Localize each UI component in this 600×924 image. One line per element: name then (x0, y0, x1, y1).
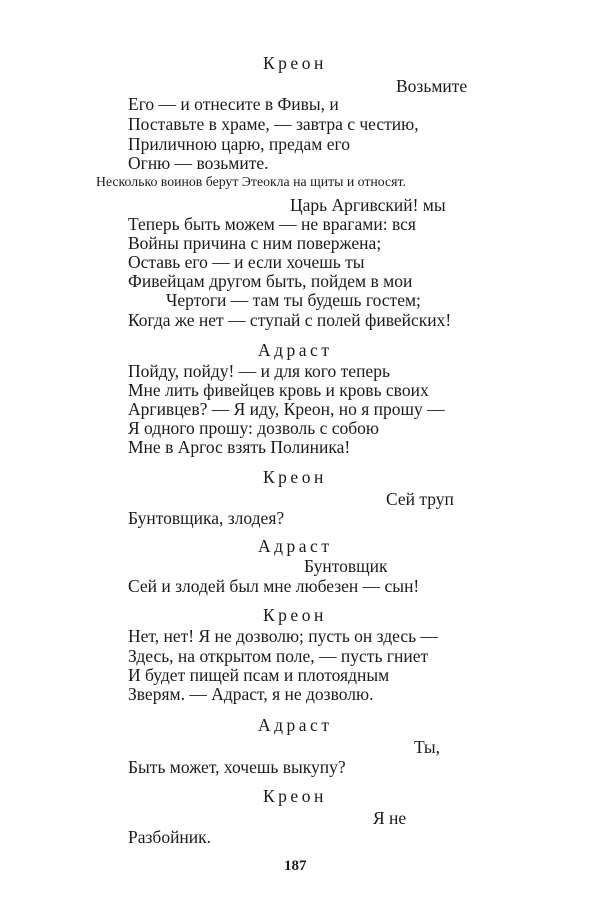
page-number: 187 (284, 858, 307, 874)
verse-line: Бунтовщика, злодея? (128, 508, 285, 528)
speaker-name: Креон (263, 605, 327, 625)
verse-line: Огню — возьмите. (128, 153, 269, 173)
verse-line: Быть может, хочешь выкупу? (128, 757, 346, 777)
verse-line: Пойду, пойду! — и для кого теперь (128, 361, 390, 381)
verse-line: Чертоги — там ты будешь гостем; (166, 290, 421, 310)
verse-line: Зверям. — Адраст, я не дозволю. (128, 684, 374, 704)
verse-line: Я не (373, 808, 407, 828)
verse-line: Теперь быть можем — не врагами: вся (128, 214, 416, 234)
verse-line: Фивейцам другом быть, пойдем в мои (128, 271, 413, 291)
speaker-name: Креон (263, 53, 327, 73)
verse-line: Разбойник. (128, 827, 212, 847)
speaker-name: Адраст (258, 536, 333, 556)
verse-line: Сей труп (386, 489, 454, 509)
verse-line: Поставьте в храме, — завтра с честию, (128, 114, 419, 134)
verse-line: Возьмите (396, 76, 468, 96)
verse-line: Оставь его — и если хочешь ты (128, 252, 365, 272)
verse-line: Сей и злодей был мне любезен — сын! (128, 576, 420, 596)
verse-line: Когда же нет — ступай с полей фивейских! (128, 310, 452, 330)
speaker-name: Креон (263, 786, 327, 806)
verse-line: Бунтовщик (304, 556, 388, 576)
verse-line: Нет, нет! Я не дозволю; пусть он здесь — (128, 626, 439, 646)
verse-line: Я одного прошу: дозволь с собою (128, 418, 379, 438)
speaker-name: Адраст (258, 715, 333, 735)
verse-line: Войны причина с ним повержена; (128, 233, 382, 253)
verse-line: Здесь, на открытом поле, — пусть гниет (128, 646, 429, 666)
stage-direction: Несколько воинов берут Этеокла на щиты и относят. (96, 174, 406, 189)
verse-line: Аргивцев? — Я иду, Креон, но я прошу — (128, 399, 445, 419)
verse-line: Его — и отнесите в Фивы, и (128, 94, 339, 114)
speaker-name: Адраст (258, 340, 333, 360)
verse-line: Царь Аргивский! мы (290, 195, 446, 215)
verse-line: Приличною царю, предам его (128, 134, 350, 154)
verse-line: И будет пищей псам и плотоядным (128, 665, 390, 685)
speaker-name: Креон (263, 467, 327, 487)
verse-line: Мне в Аргос взять Полиника! (128, 437, 351, 457)
verse-line: Ты, (414, 737, 440, 757)
verse-line: Мне лить фивейцев кровь и кровь своих (128, 380, 429, 400)
